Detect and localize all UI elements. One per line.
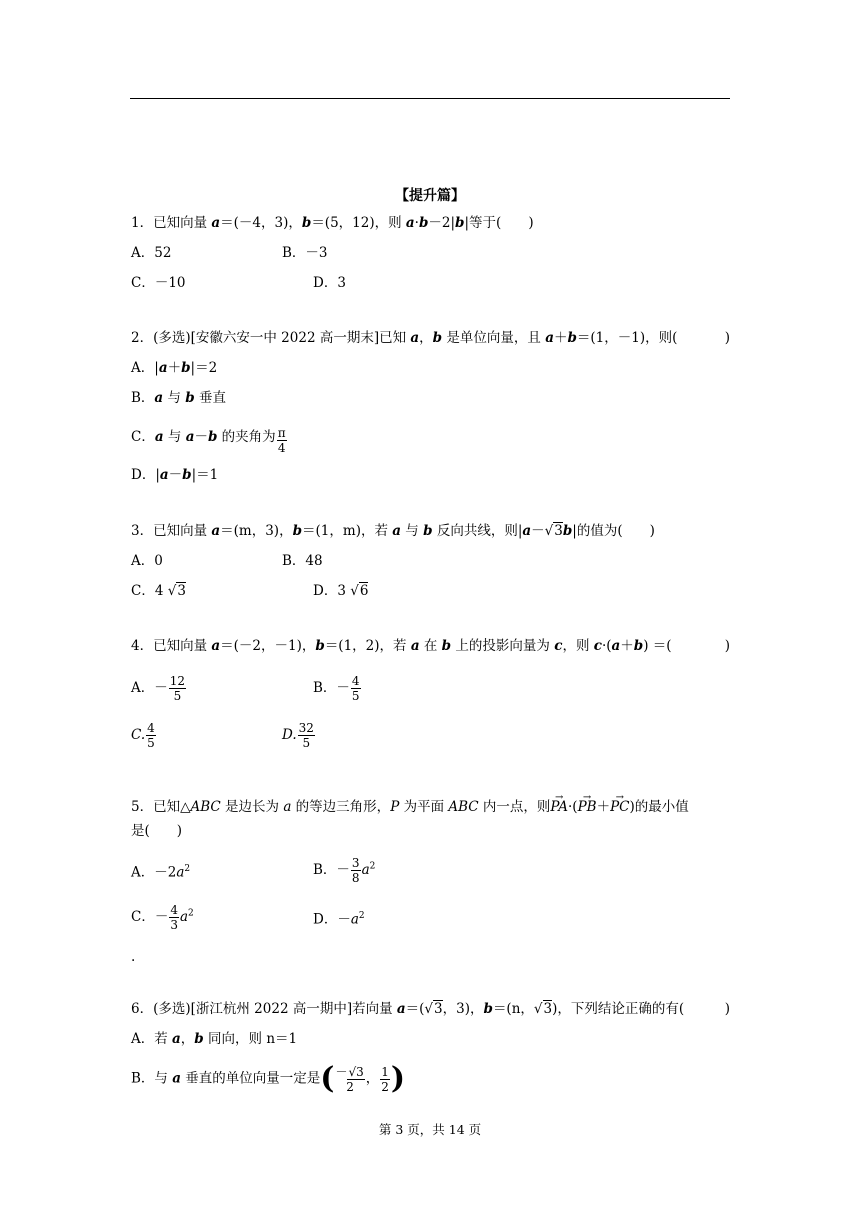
q1-option-d: D．3 bbox=[313, 275, 346, 291]
page-footer bbox=[0, 1120, 860, 1138]
q5-option-a: A．$-2a^2$ bbox=[131, 864, 191, 881]
section-title: 【提升篇】 bbox=[395, 188, 465, 204]
q4-answer-paren: ) bbox=[724, 638, 730, 654]
q6-option-a: A．若 a，b 同向，则 n＝1 bbox=[131, 1031, 298, 1047]
q1-option-a: A．52 bbox=[131, 245, 172, 261]
question-1: 1．已知向量 a＝(－4，3)，b＝(5，12)，则 a·b－2|b|等于( ) bbox=[131, 215, 534, 231]
q5-option-b: B．－ $\frac{3}{8}$ $a^2$ bbox=[313, 856, 376, 885]
q2-option-b: B．a 与 b 垂直 bbox=[131, 390, 227, 406]
question-3: 3．已知向量 a＝(m，3)，b＝(1，m)，若 a 与 b 反向共线，则|a－√3b|的值为( ) bbox=[131, 523, 655, 539]
footer-current-page: 3 bbox=[395, 1122, 404, 1137]
footer-suffix: 页 bbox=[468, 1122, 482, 1137]
q4-option-b: B．－ $\frac{4}{5}$ bbox=[313, 674, 360, 703]
q4-option-c: C. $\frac{4}{5}$ bbox=[131, 721, 155, 750]
q2-option-d: D．|a－b|＝1 bbox=[131, 467, 219, 483]
q5-option-d: D．$-a^2$ bbox=[313, 911, 365, 928]
q4-option-d: D. $\frac{32}{5}$ bbox=[282, 721, 314, 750]
q3-option-d: D．3 √6 bbox=[313, 583, 369, 599]
q1-option-c: C．－10 bbox=[131, 275, 186, 291]
footer-middle: 页，共 bbox=[407, 1122, 445, 1137]
q6-answer-paren: ) bbox=[724, 1001, 730, 1017]
q3-option-a: A．0 bbox=[131, 553, 163, 569]
question-5: 5．已知△ABC 是边长为 a 的等边三角形，P 为平面 ABC 内一点，则→ PA·(→ PB＋→ PC)的最小值 bbox=[131, 798, 689, 816]
q5-option-c: C．－ $\frac{4}{3}$ $a^2$ bbox=[131, 903, 194, 932]
header-rule bbox=[130, 98, 730, 99]
q1-option-b: B．－3 bbox=[282, 245, 328, 261]
q6-option-b: B．与 a 垂直的单位向量一定是(－√3 2 ， $\frac{1}{2}$ ) bbox=[131, 1061, 406, 1096]
question-6: 6．(多选)[浙江杭州 2022 高一期中]若向量 a＝(√3，3)，b＝(n，√3)，下列结论正确的有( bbox=[131, 1001, 685, 1017]
footer-total-pages: 14 bbox=[448, 1122, 465, 1137]
q3-option-c: C．4 √3 bbox=[131, 583, 186, 599]
question-2: 2．(多选)[安徽六安一中 2022 高一期末]已知 a，b 是单位向量，且 a＋b＝(1，－1)，则( bbox=[131, 330, 678, 346]
question-4: 4．已知向量 a＝(－2，－1)，b＝(1，2)，若 a 在 b 上的投影向量为 c，则 c·(a＋b) ＝( bbox=[131, 638, 672, 654]
q2-answer-paren: ) bbox=[724, 330, 730, 346]
footer-prefix: 第 bbox=[378, 1122, 392, 1137]
stray-dot: . bbox=[131, 949, 136, 965]
q2-option-c: C．a 与 a－b 的夹角为 $\frac{\pi}{4}$ bbox=[131, 426, 286, 455]
question-5-continued: 是( ) bbox=[131, 823, 183, 839]
q4-option-a: A．－ $\frac{12}{5}$ bbox=[131, 674, 186, 703]
q2-option-a: A．|a＋b|＝2 bbox=[131, 360, 218, 376]
q3-option-b: B．48 bbox=[282, 553, 323, 569]
